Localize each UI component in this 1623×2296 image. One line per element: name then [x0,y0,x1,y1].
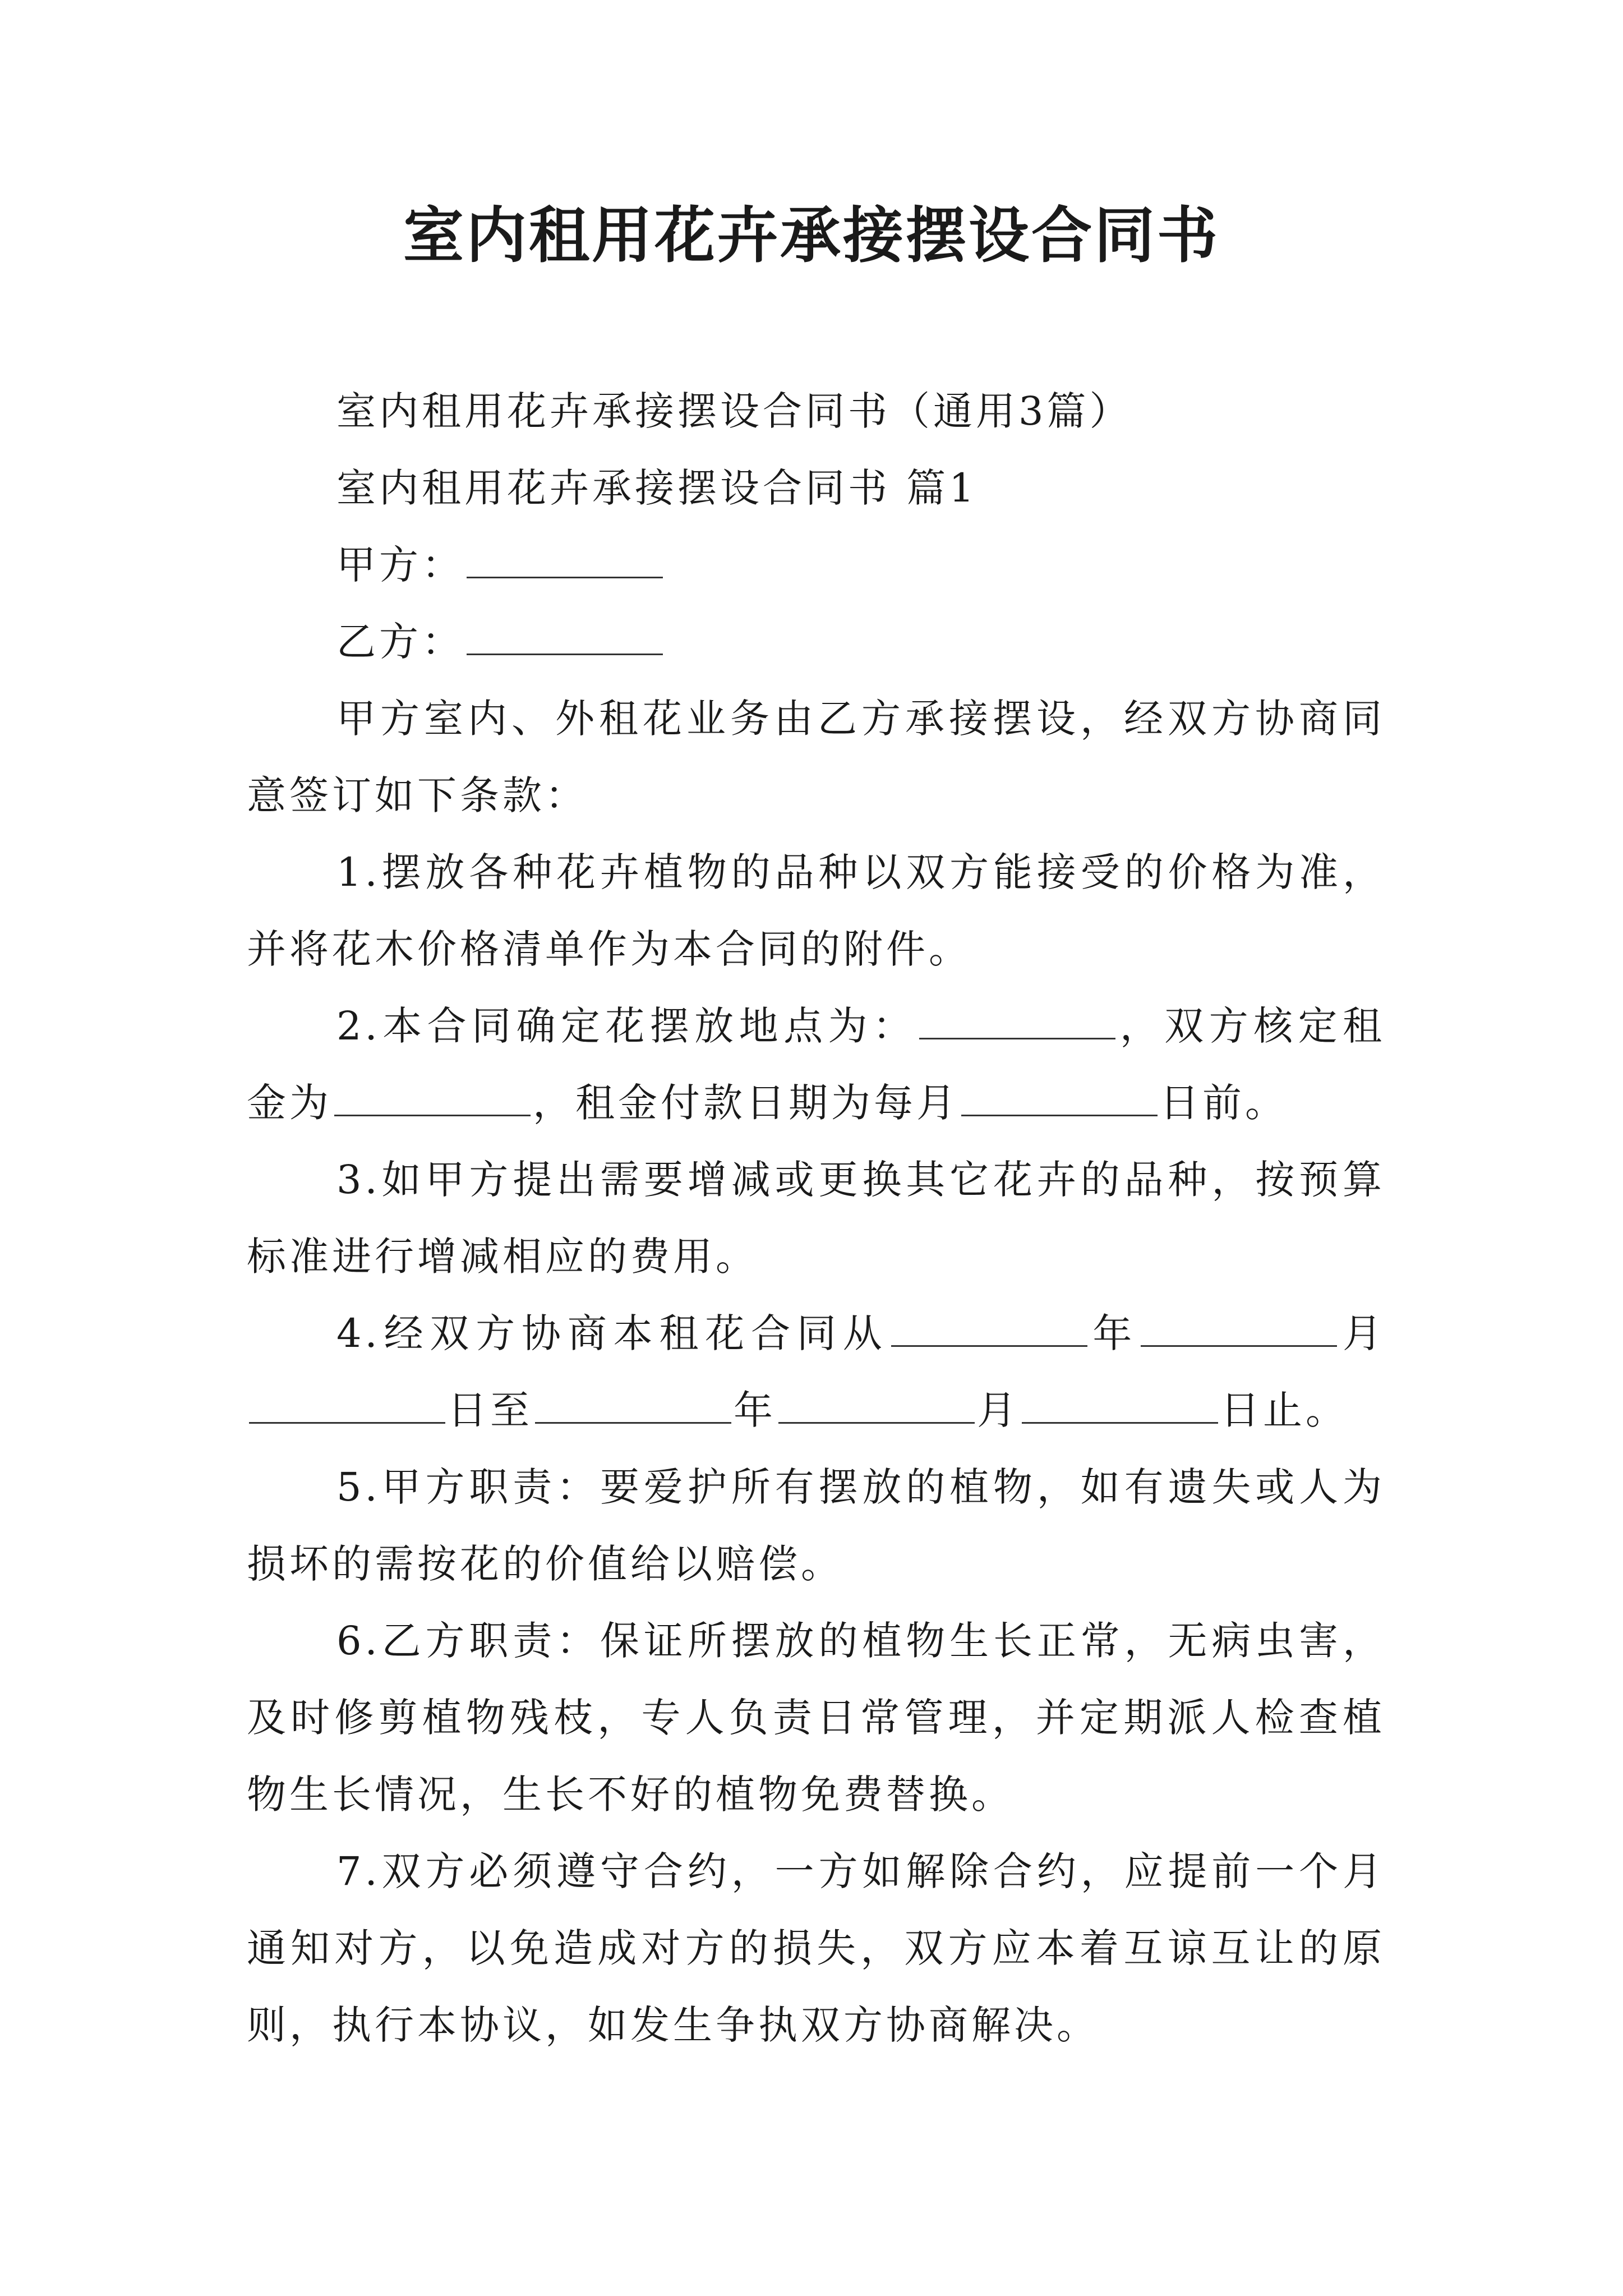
start-day-blank [249,1421,445,1424]
document-body [247,373,1385,2064]
clause-4-day-to: 日至 [448,1387,533,1433]
clause-2-text-3: ，租金付款日期为每月 [533,1080,959,1126]
clause-1: 1.摆放各种花卉植物的品种以双方能接受的价格为准，并将花木价格清单作为本合同的附件。 [247,849,1385,972]
clause-4-text-1: 4.经双方协商本租花合同从 [336,1310,889,1356]
clause-4-month-1: 月 [1339,1310,1386,1356]
clause-2-text-1: 2.本合同确定花摆放地点为： [336,1003,917,1049]
intro-paragraph: 甲方室内、外租花业务由乙方承接摆设，经双方协商同意签订如下条款： [247,696,1385,818]
clause-2 [247,988,1385,1142]
location-blank [919,1037,1115,1039]
rent-blank [334,1114,531,1116]
party-b-label: 乙方： [336,619,464,665]
clause-4-year-1: 年 [1089,1310,1139,1356]
party-b-line [247,604,1385,680]
end-year-blank [535,1421,731,1424]
document-subtitle: 室内租用花卉承接摆设合同书（通用3篇） [336,388,1132,434]
clause-7: 7.双方必须遵守合约，一方如解除合约，应提前一个月通知对方，以免造成对方的损失，双方应本着互谅互让的原则，执行本协议，如发生争执双方协商解决。 [247,1848,1385,2048]
clause-3: 3.如甲方提出需要增减或更换其它花卉的品种，按预算标准进行增减相应的费用。 [247,1157,1385,1280]
start-year-blank [891,1345,1087,1347]
clause-4 [247,1295,1385,1449]
clause-2-text-2: ，双方核定租金为 [247,1003,1385,1126]
end-day-blank [1022,1421,1218,1424]
clause-4-month-2: 月 [977,1387,1020,1433]
document-title: 室内租用花卉承接摆设合同书 [403,200,1220,271]
clause-5: 5.甲方职责：要爱护所有摆放的植物，如有遗失或人为损坏的需按花的价值给以赔偿。 [247,1464,1385,1587]
party-a-label: 甲方： [336,542,464,588]
party-a-blank [467,576,663,578]
start-month-blank [1141,1345,1337,1347]
party-b-blank [467,653,663,655]
party-a-line [247,527,1385,604]
section-heading: 室内租用花卉承接摆设合同书 篇1 [336,465,978,511]
clause-4-year-2: 年 [734,1387,776,1433]
clause-4-end: 日止。 [1220,1387,1348,1433]
payment-day-blank [961,1114,1158,1116]
end-month-blank [778,1421,975,1424]
clause-2-text-4: 日前。 [1160,1080,1288,1126]
clause-6: 6.乙方职责：保证所摆放的植物生长正常，无病虫害，及时修剪植物残枝，专人负责日常管理，并定期派人检查植物生长情况，生长不好的植物免费替换。 [247,1618,1385,1818]
